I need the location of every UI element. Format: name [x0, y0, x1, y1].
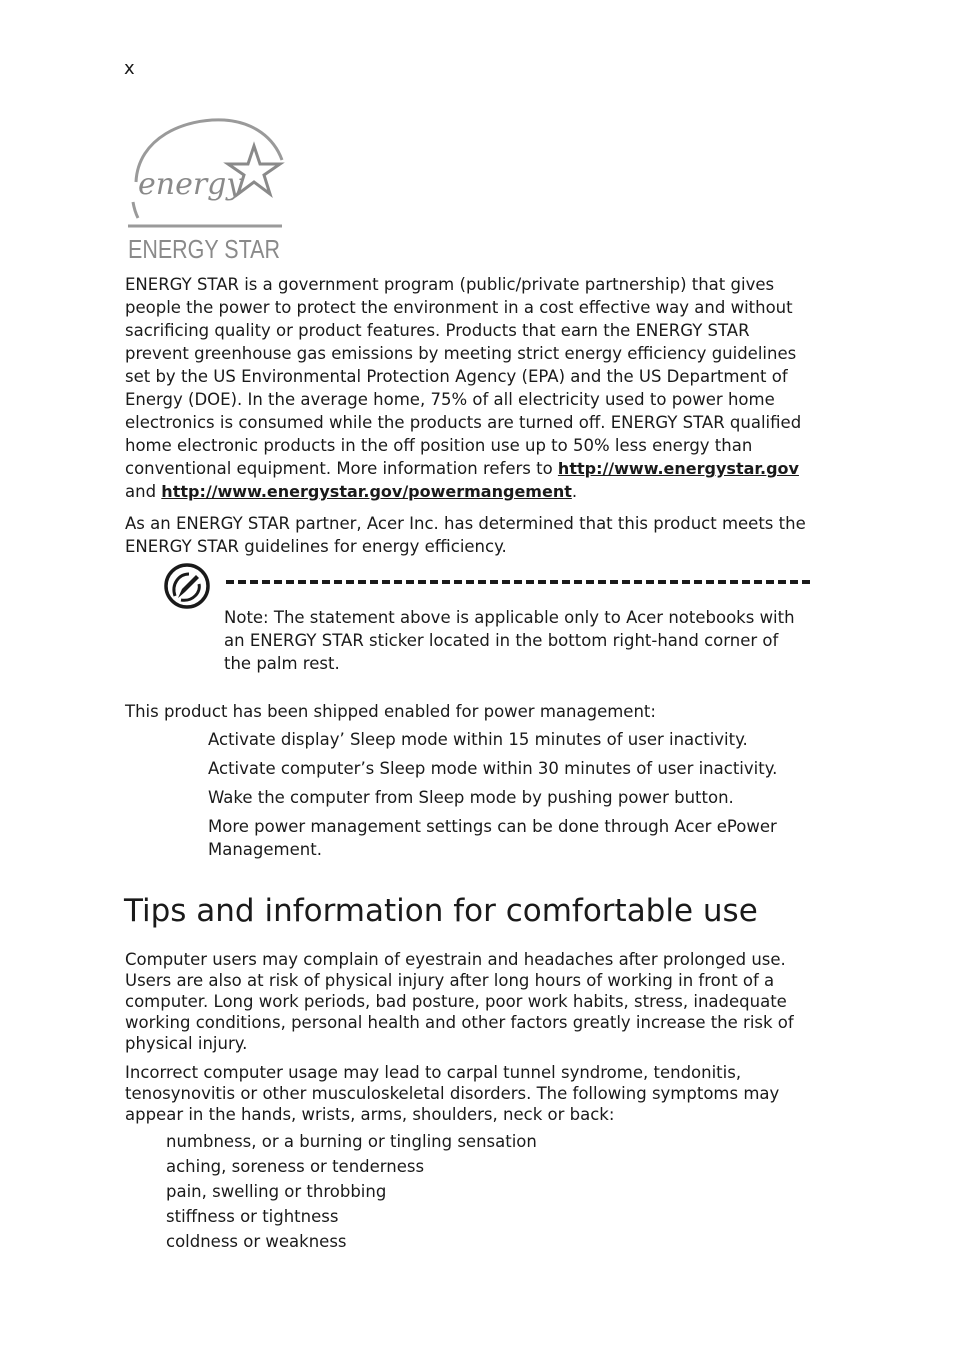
energy-star-description: ENERGY STAR is a government program (public/private partnership) that gives people the power to protect the environment in a cost effective way and without sacrificing quality or product features. Products that earn the ENERGY STAR prevent greenhouse gas emissions by meeting strict energy efficiency guidelines set by the US Environmental Protection Agency (EPA) and the US Department of Energy (DOE). In the average home, 75% of all electricity used to power home electronics is consumed while the products are turned off. ENERGY STAR qualified home electronic products in the off position use up to 50% less energy than conventional equipment. More information refers to [125, 275, 802, 478]
note-divider [226, 580, 810, 584]
energy-star-logo [124, 118, 284, 263]
note-label: Note: [224, 608, 269, 627]
tips-paragraph-2: Incorrect computer usage may lead to carpal tunnel syndrome, tendonitis, tenosynovitis or other musculoskeletal disorders. The following symptoms may appear in the hands, wrists, arms, shoulders, neck or back: [125, 1063, 780, 1124]
power-management-intro: This product has been shipped enabled for power management: [125, 702, 656, 721]
and-word: and [125, 482, 157, 501]
list-item: numbness, or a burning or tingling sensation [166, 1132, 537, 1151]
list-item: More power management settings can be done through Acer ePower Management. [208, 817, 777, 859]
partner-text: As an ENERGY STAR partner, Acer Inc. has determined that this product meets the ENERGY STAR guidelines for energy efficiency. [125, 514, 806, 556]
list-item: coldness or weakness [166, 1232, 347, 1251]
trailing-period: . [571, 482, 578, 501]
note-pen-icon [163, 562, 211, 610]
list-item: Wake the computer from Sleep mode by pushing power button. [208, 788, 734, 807]
list-item: stiffness or tightness [166, 1207, 339, 1226]
page-number: x [124, 58, 135, 79]
powermanagement-link[interactable]: http://www.energystar.gov/powermangement [161, 482, 572, 501]
energystar-link[interactable]: http://www.energystar.gov [557, 459, 799, 478]
list-item: Activate display’ Sleep mode within 15 minutes of user inactivity. [208, 730, 748, 749]
energy-star-paragraph [125, 273, 815, 503]
list-item: Activate computer’s Sleep mode within 30 minutes of user inactivity. [208, 759, 778, 778]
logo-caption: ENERGY STAR [128, 234, 280, 264]
note-text: The statement above is applicable only to Acer notebooks with an ENERGY STAR sticker located in the bottom right-hand corner of the palm rest. [224, 608, 795, 673]
symptoms-list [166, 1129, 537, 1254]
list-item: pain, swelling or throbbing [166, 1182, 387, 1201]
partner-paragraph [125, 512, 815, 558]
tips-paragraph-1: Computer users may complain of eyestrain and headaches after prolonged use. Users are also at risk of physical injury after long hours of working in front of a computer. Long work periods, bad posture, poor work habits, stress, inadequate working conditions, personal health and other factors greatly increase the risk of physical injury. [125, 950, 794, 1053]
logo-script-text: energy [138, 167, 244, 202]
power-management-list [208, 728, 818, 867]
section-heading: Tips and information for comfortable use [124, 893, 758, 929]
list-item: aching, soreness or tenderness [166, 1157, 425, 1176]
note-block [224, 606, 799, 675]
